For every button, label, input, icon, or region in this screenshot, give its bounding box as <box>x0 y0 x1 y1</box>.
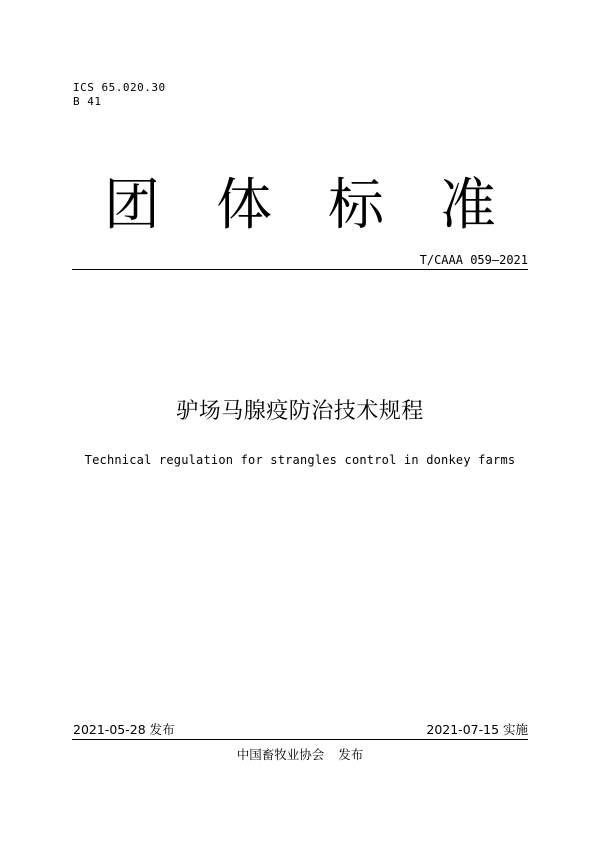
ics-code: ICS 65.020.30 <box>73 81 166 94</box>
standard-type-char: 标 <box>328 173 384 238</box>
implementation-date: 2021-07-15 实施 <box>426 722 528 737</box>
publisher-name: 中国畜牧业协会 <box>236 747 325 762</box>
publisher-action: 发布 <box>338 747 364 762</box>
header-divider <box>72 269 528 270</box>
publisher-line <box>0 747 600 763</box>
standard-type-char: 团 <box>104 173 160 238</box>
title-chinese: 驴场马腺疫防治技术规程 <box>176 399 424 424</box>
title-english: Technical regulation for strangles control in donkey farms <box>84 453 516 467</box>
standard-type-char: 体 <box>216 173 272 238</box>
standard-number: T/CAAA 059—2021 <box>419 253 528 267</box>
standard-type-heading <box>100 174 500 238</box>
footer-divider <box>72 739 528 740</box>
issue-date: 2021-05-28 发布 <box>73 722 175 737</box>
standard-type-char: 准 <box>440 173 496 238</box>
ccs-code: B 41 <box>73 95 102 108</box>
